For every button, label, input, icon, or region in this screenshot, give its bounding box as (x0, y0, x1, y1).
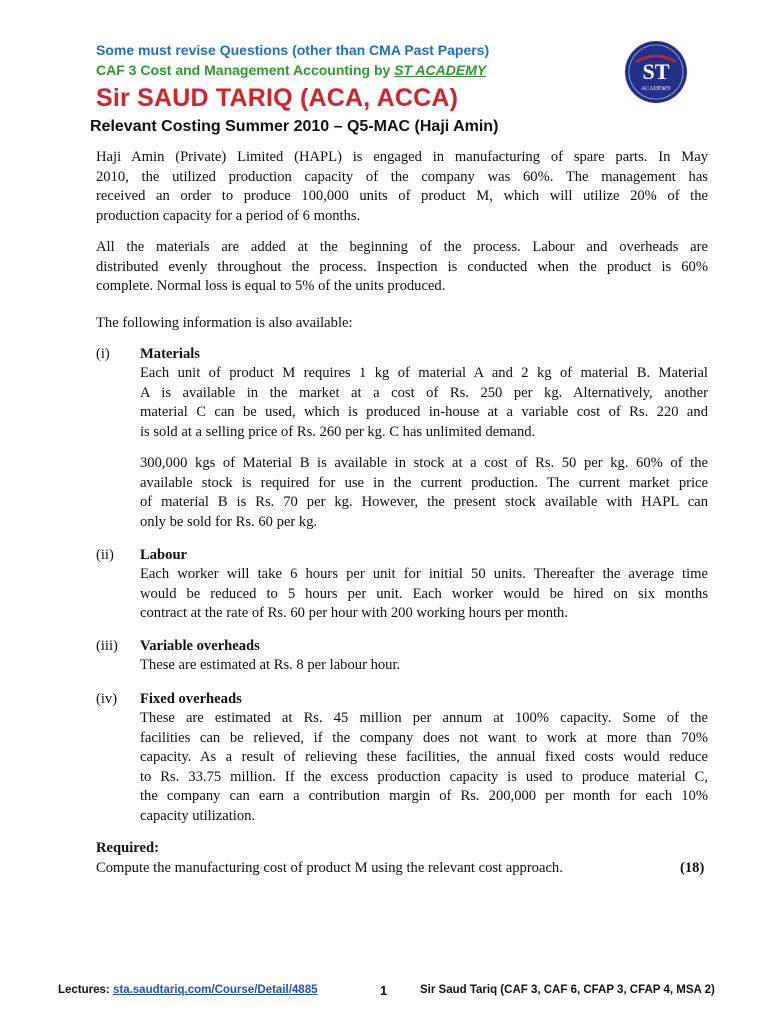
lectures-label: Lectures: (58, 984, 113, 996)
materials-line: Each unit of product M requires 1 kg of material A and 2 kg of material B. Material (140, 365, 708, 381)
st-academy-logo (624, 40, 688, 104)
labour-heading: Labour (140, 547, 188, 563)
logo-subtext: ACADEMY (640, 86, 672, 92)
marks: (18) (680, 860, 705, 876)
process-paragraph (96, 238, 708, 297)
labour-line: Each worker will take 6 hours per unit for initial 50 units. Thereafter the average time (140, 566, 708, 582)
header-line-1: Some must revise Questions (other than CMA Past Papers) (96, 42, 490, 58)
materials-paragraph-2 (140, 454, 708, 532)
materials-line: available stock is required for use in the current production. The current market price (140, 474, 708, 491)
process-line: distributed evenly throughout the process. Inspection is conducted when the product is 60% (96, 258, 708, 275)
question-title: Relevant Costing Summer 2010 – Q5-MAC (Haji Amin) (90, 118, 499, 135)
page-number: 1 (380, 983, 388, 998)
variable-overheads-line: These are estimated at Rs. 8 per labour hour. (140, 657, 401, 673)
info-intro (96, 314, 708, 334)
materials-line: only be sold for Rs. 60 per kg. (140, 513, 318, 530)
item-number: (iv) (96, 691, 118, 707)
item-number: (ii) (96, 547, 114, 563)
fixed-overheads-line: the company can earn a contribution margin of Rs. 200,000 per month for each 10% (140, 788, 708, 804)
process-line: complete. Normal loss is equal to 5% of the units produced. (96, 278, 446, 294)
item-number: (i) (96, 346, 110, 362)
labour-paragraph (140, 565, 708, 624)
course-name: CAF 3 Cost and Management Accounting by (96, 62, 395, 78)
footer-author: Sir Saud Tariq (CAF 3, CAF 6, CFAP 3, CFAP 4, MSA 2) (420, 984, 715, 996)
header-line-2 (96, 62, 486, 78)
fixed-overheads-paragraph (140, 709, 708, 826)
materials-line: is sold at a selling price of Rs. 260 per kg. C has unlimited demand. (140, 423, 536, 440)
labour-line: would be reduced to 5 hours per unit. Each worker would be hired on six months (140, 585, 708, 602)
course-link[interactable]: sta.saudtariq.com/Course/Detail/4885 (112, 984, 318, 996)
fixed-overheads-line: These are estimated at Rs. 45 million per annum at 100% capacity. Some of the (140, 710, 708, 726)
materials-heading: Materials (140, 346, 200, 362)
academy-name: ST ACADEMY (394, 62, 487, 78)
materials-line: A is available in the market at a cost of Rs. 250 per kg. Alternatively, another (140, 384, 708, 401)
variable-overheads-paragraph (140, 656, 708, 676)
materials-line: material C can be used, which is produced in-house at a variable cost of Rs. 220 and (140, 404, 708, 420)
materials-line: 300,000 kgs of Material B is available in stock at a cost of Rs. 50 per kg. 60% of the (140, 455, 708, 471)
intro-line: 2010, the utilized production capacity of the company was 60%. The management has (96, 168, 708, 185)
fixed-overheads-line: capacity utilization. (140, 807, 256, 824)
fixed-overheads-line: capacity. As a result of relieving these facilities, the annual fixed costs would reduce (140, 749, 708, 765)
fixed-overheads-heading: Fixed overheads (140, 691, 242, 707)
process-line: All the materials are added at the beginning of the process. Labour and overheads are (96, 239, 708, 255)
fixed-overheads-line: to Rs. 33.75 million. If the excess production capacity is used to produce material C, (140, 768, 708, 785)
logo-text: ST (642, 59, 670, 84)
item-number: (iii) (96, 638, 118, 654)
info-intro-text: The following information is also available: (96, 315, 353, 331)
intro-paragraph (96, 148, 708, 226)
variable-overheads-heading: Variable overheads (140, 638, 260, 654)
intro-line: Haji Amin (Private) Limited (HAPL) is engaged in manufacturing of spare parts. In May (96, 149, 708, 165)
intro-line: received an order to produce 100,000 units of product M, which will utilize 20% of the (96, 188, 708, 204)
required-text: Compute the manufacturing cost of product M using the relevant cost approach. (96, 860, 563, 876)
fixed-overheads-line: facilities can be relieved, if the company does not want to work at more than 70% (140, 729, 708, 746)
labour-line: contract at the rate of Rs. 60 per hour with 200 working hours per month. (140, 605, 568, 621)
materials-paragraph-1 (140, 364, 708, 442)
intro-line: production capacity for a period of 6 months. (96, 207, 361, 224)
required-heading: Required: (96, 840, 159, 856)
author-name: Sir SAUD TARIQ (ACA, ACCA) (96, 84, 459, 112)
footer-lectures (58, 984, 318, 996)
materials-line: of material B is Rs. 70 per kg. However, the present stock available with HAPL can (140, 494, 708, 510)
